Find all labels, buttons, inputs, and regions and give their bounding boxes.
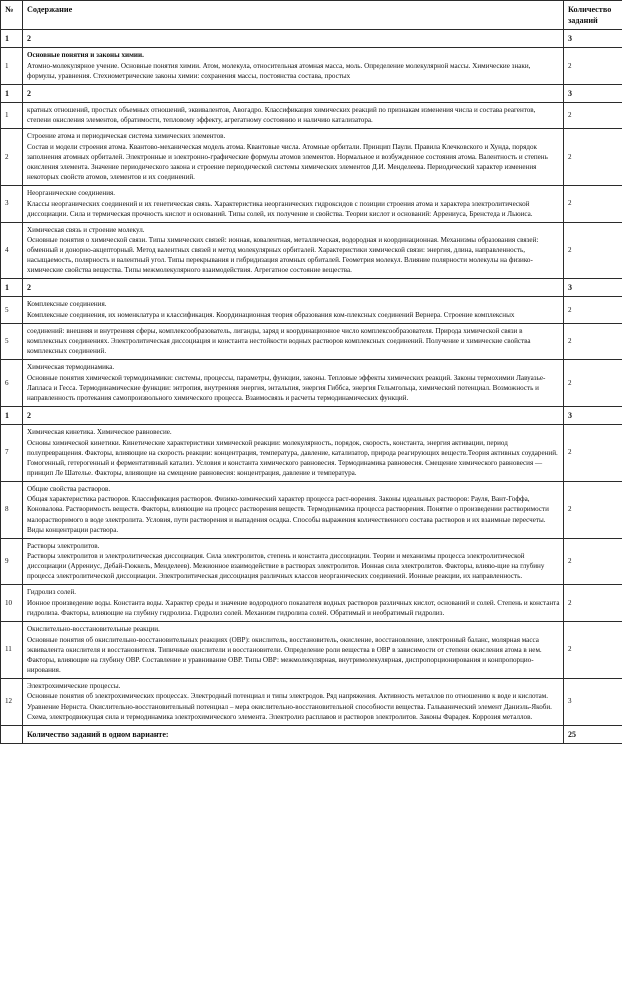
row-content bbox=[23, 324, 564, 360]
total-row bbox=[1, 725, 622, 743]
topic-description: Состав и модели строения атома. Квантово-механическая модель атома. Квантовые числа. Атомные орбитали. Принцип Паули. Правила Клечковского и Хунда, порядок заполнения атомных орбиталей. Электронные и электронно-графические формулы атомов элементов. Нормальное и возбужденное состояния атома. Валентность и степень окисления элемента. Значение периодического закона и строение периодической системы химических элементов Д.И. Менделеева. Периодический характер изменения некоторых свойств атомов, элементов и их соединений. bbox=[27, 142, 548, 181]
column-index-2: 2 bbox=[23, 407, 564, 425]
row-number: 6 bbox=[1, 360, 23, 407]
column-index-2: 2 bbox=[23, 85, 564, 103]
table-row bbox=[1, 222, 622, 279]
table-row bbox=[1, 678, 622, 725]
row-content bbox=[23, 103, 564, 129]
topic-description: Растворы электролитов и электролитическая диссоциация. Сила электролитов, степень и константа диссоциации. Теории и механизмы процесса электролитической диссоциации (Аррениус, Дебай-Гюккель, Менделеев). Межионное взаимодействие в растворах электролитов. Ионная сила электролитов. Факторы, влияю-щие на глубину процесса электролитической диссоциации. Электролитическая диссоциация различных классов неорганических соединений. Ионные реакции, их направленность. bbox=[27, 552, 545, 581]
row-content bbox=[23, 481, 564, 538]
row-content bbox=[23, 538, 564, 585]
table-row bbox=[1, 425, 622, 482]
table-row bbox=[1, 129, 622, 186]
row-task-count: 2 bbox=[564, 585, 622, 622]
row-number: 1 bbox=[1, 48, 23, 85]
column-index-2: 2 bbox=[23, 30, 564, 48]
topic-title: Комплексные соединения. bbox=[27, 300, 107, 309]
header-cell-number: № bbox=[1, 1, 23, 30]
column-index-row bbox=[1, 85, 622, 103]
column-index-row bbox=[1, 279, 622, 297]
row-content bbox=[23, 297, 564, 324]
topic-title: Химическая связь и строение молекул. bbox=[27, 225, 145, 234]
total-row-spacer bbox=[1, 725, 23, 743]
column-index-3: 3 bbox=[564, 407, 622, 425]
topic-title: Гидролиз солей. bbox=[27, 588, 77, 597]
row-content bbox=[23, 185, 564, 222]
row-task-count: 2 bbox=[564, 538, 622, 585]
table-row bbox=[1, 360, 622, 407]
total-value: 25 bbox=[564, 725, 622, 743]
row-content bbox=[23, 425, 564, 482]
row-number: 3 bbox=[1, 185, 23, 222]
row-content bbox=[23, 129, 564, 186]
row-task-count: 2 bbox=[564, 222, 622, 279]
row-task-count: 2 bbox=[564, 103, 622, 129]
column-index-2: 2 bbox=[23, 279, 564, 297]
topic-title: Строение атома и периодическая система химических элементов. bbox=[27, 132, 226, 141]
row-task-count: 3 bbox=[564, 678, 622, 725]
total-label: Количество заданий в одном варианте: bbox=[23, 725, 564, 743]
row-content bbox=[23, 360, 564, 407]
column-index-1: 1 bbox=[1, 30, 23, 48]
row-content bbox=[23, 678, 564, 725]
row-number: 5 bbox=[1, 297, 23, 324]
topic-title: Химическая кинетика. Химическое равновесие. bbox=[27, 428, 172, 436]
header-cell-content: Содержание bbox=[23, 1, 564, 30]
column-index-1: 1 bbox=[1, 407, 23, 425]
row-number: 8 bbox=[1, 481, 23, 538]
row-number: 11 bbox=[1, 622, 23, 679]
topic-description: Основы химической кинетики. Кинетические характеристики химической реакции: молекулярность, порядок, скорость, константа, энергия активации, период полупревращения. Факторы, влияющие на скорость реакции: концентрация, температура, давление, катализатор, природа реагирующих веществ.Теория активных соударений. Гомогенный, гетерогенный и ферментативный катализ. Условия и константа химического равновесия. Термодинамика равновесия. Смещение химического равновесия — принцип Ле Шателье. Факторы, влияющие на смещение равновесия: концентрация, давление и температура. bbox=[27, 438, 558, 477]
topic-title: Химическая термодинамика. bbox=[27, 363, 115, 372]
column-index-row bbox=[1, 30, 622, 48]
table-row bbox=[1, 185, 622, 222]
topic-description: Основные понятия об окислительно-восстановительных реакциях (ОВР): окислитель, восстановитель, окисление, восстановление, электронный баланс, молярная масса эквивалента окислителя и восстановителя. Типичные окислители и восстановители. Определение роли вещества в ОВР в зависимости от степени окисления атома в нем. Факторы, влияющие на глубину ОВР. Составление и уравнивание ОВР. Типы ОВР: межмолекулярная, внутримолекулярная, диспропорционирования и конпропорцио-нирования. bbox=[27, 635, 542, 674]
table-row bbox=[1, 538, 622, 585]
topic-title: Неорганические соединения. bbox=[27, 188, 116, 197]
topic-description: Комплексные соединения, их номенклатура и классификация. Координационная теория образования ком-плексных соединений Вернера. Строение комплексных bbox=[27, 311, 515, 319]
row-number: 10 bbox=[1, 585, 23, 622]
topic-description: Основные понятия о химической связи. Типы химических связей: ионная, ковалентная, металлическая, водородная и координационная. Механизмы образования связей: обменный и донорно-акцепторный. Метод валентных связей и метод молекулярных орбиталей. Характеристики химической связи: энергия, длина, направленность, насыщаемость, полярность и валентный угол. Типы перекрывания и гибридизация атомных орбиталей. Геометрия молекул. Влияние полярности молекулы на физико-химические свойства вещества. Типы межмолекулярного взаимодействия. Агрегатное состояние вещества. bbox=[27, 236, 539, 275]
topic-description: Ионное произведение воды. Константа воды. Характер среды и значение водородного показателя водных растворов различных кислот, оснований и солей. Степень и константа гидролиза. Факторы, влияющие на глубину гидролиза. Гидролиз солей. Механизм гидролиза солей. Обратимый и необратимый гидролиз. bbox=[27, 598, 560, 617]
row-content bbox=[23, 585, 564, 622]
table-row bbox=[1, 324, 622, 360]
topic-description: соединений: внешняя и внутренняя сферы, комплексообразователь, лиганды, заряд и координационное число комплексообразователя. Природа химической связи в комплексных соединениях. Электролитическая диссоциация и константа нестойкости водных растворов комплексных соединений. Получение и химические свойства комплексных соединений. bbox=[27, 327, 531, 356]
topic-title: Основные понятия и законы химии. bbox=[27, 51, 144, 60]
row-task-count: 2 bbox=[564, 48, 622, 85]
column-index-1: 1 bbox=[1, 279, 23, 297]
topic-description: Основные понятия об электрохимических процессах. Электродный потенциал и типы электродов. Ряд напряжения. Активность металлов по отношению к воде и кислотам. Уравнение Нернста. Окислительно-восстановительный потенциал – мера окислительно-восстановительной способности вещества. Гальванический элемент Даниэль-Якоби. Схема, электродвижущая сила и термодинамика электрохимического элемента. Электролиз расплавов и растворов электролитов. Законы Фарадея. Коррозия металлов. bbox=[27, 692, 552, 721]
table-row bbox=[1, 585, 622, 622]
row-content bbox=[23, 222, 564, 279]
row-number: 5 bbox=[1, 324, 23, 360]
row-task-count: 2 bbox=[564, 297, 622, 324]
row-task-count: 2 bbox=[564, 425, 622, 482]
table-row bbox=[1, 622, 622, 679]
row-number: 12 bbox=[1, 678, 23, 725]
table-body bbox=[1, 1, 622, 744]
table-row bbox=[1, 297, 622, 324]
table-row bbox=[1, 48, 622, 85]
row-number: 1 bbox=[1, 103, 23, 129]
row-task-count: 2 bbox=[564, 324, 622, 360]
table-row bbox=[1, 481, 622, 538]
row-number: 4 bbox=[1, 222, 23, 279]
topic-title: Общие свойства растворов. bbox=[27, 484, 111, 493]
topic-description: Общая характеристика растворов. Классификация растворов. Физико-химический характер процесса раст-ворения. Законы идеальных растворов: Рауля, Вант-Гоффа, Коновалова. Растворимость веществ. Факторы, влияющие на процесс растворения веществ. Термодинамика процесса растворения. Понятие о произведении растворимости малорастворимого в воде электролита. Условия, пути растворения и выпадения осадка. Способы выражения количественного состава растворов и их взаимные пересчеты. Виды концентрации раствора. bbox=[27, 495, 549, 534]
topic-title: Растворы электролитов. bbox=[27, 541, 100, 550]
topic-description: Атомно-молекулярное учение. Основные понятия химии. Атом, молекула, относительная атомная масса, моль. Определение молекулярной массы. Химические знаки, формулы, уравнения. Стехиометрические законы химии: сохранения массы, постоянства состава, простых bbox=[27, 61, 531, 80]
table-row bbox=[1, 103, 622, 129]
table-header-row bbox=[1, 1, 622, 30]
topic-title: Окислительно-восстановительные реакции. bbox=[27, 625, 160, 634]
column-index-3: 3 bbox=[564, 30, 622, 48]
topic-description: кратных отношений, простых объемных отношений, эквивалентов, Авогадро. Классификация химических реакций по признакам изменения числа и состава реагентов, степени окисления элементов, обратимости, тепловому эффекту, агрегатному состоянию и наличию катализатора. bbox=[27, 106, 536, 125]
row-task-count: 2 bbox=[564, 481, 622, 538]
header-cell-task-count: Количество заданий bbox=[564, 1, 622, 30]
topic-description: Основные понятия химической термодинамики: системы, процессы, параметры, функции, законы. Тепловые эффекты химических реакций. Законы термохимии Лавуазье-Лапласа и Гесса. Термодинамические функции: энтропия, внутренняя энергия, энтальпия, энергия Гиббса, энергия Гельмгольца, химический потенциал. Возможность и направленность протекания самопроизвольного химического процесса. Взаимосвязь и расчеты термодинамических функций. bbox=[27, 373, 546, 402]
row-number: 9 bbox=[1, 538, 23, 585]
row-task-count: 2 bbox=[564, 185, 622, 222]
column-index-3: 3 bbox=[564, 85, 622, 103]
row-number: 2 bbox=[1, 129, 23, 186]
topic-title: Электрохимические процессы. bbox=[27, 681, 121, 690]
row-task-count: 2 bbox=[564, 360, 622, 407]
column-index-1: 1 bbox=[1, 85, 23, 103]
row-task-count: 2 bbox=[564, 622, 622, 679]
row-number: 7 bbox=[1, 425, 23, 482]
topic-description: Классы неорганических соединений и их генетическая связь. Характеристика неорганических гидроксидов с позиции строения атома и характера электролитической диссоциации. Сила и термическая прочность кислот и оснований. Типы солей, их получение и свойства. Теории кислот и оснований: Аррениуса, Бренстеда и Льюиса. bbox=[27, 199, 533, 218]
column-index-3: 3 bbox=[564, 279, 622, 297]
row-content bbox=[23, 48, 564, 85]
row-content bbox=[23, 622, 564, 679]
column-index-row bbox=[1, 407, 622, 425]
row-task-count: 2 bbox=[564, 129, 622, 186]
